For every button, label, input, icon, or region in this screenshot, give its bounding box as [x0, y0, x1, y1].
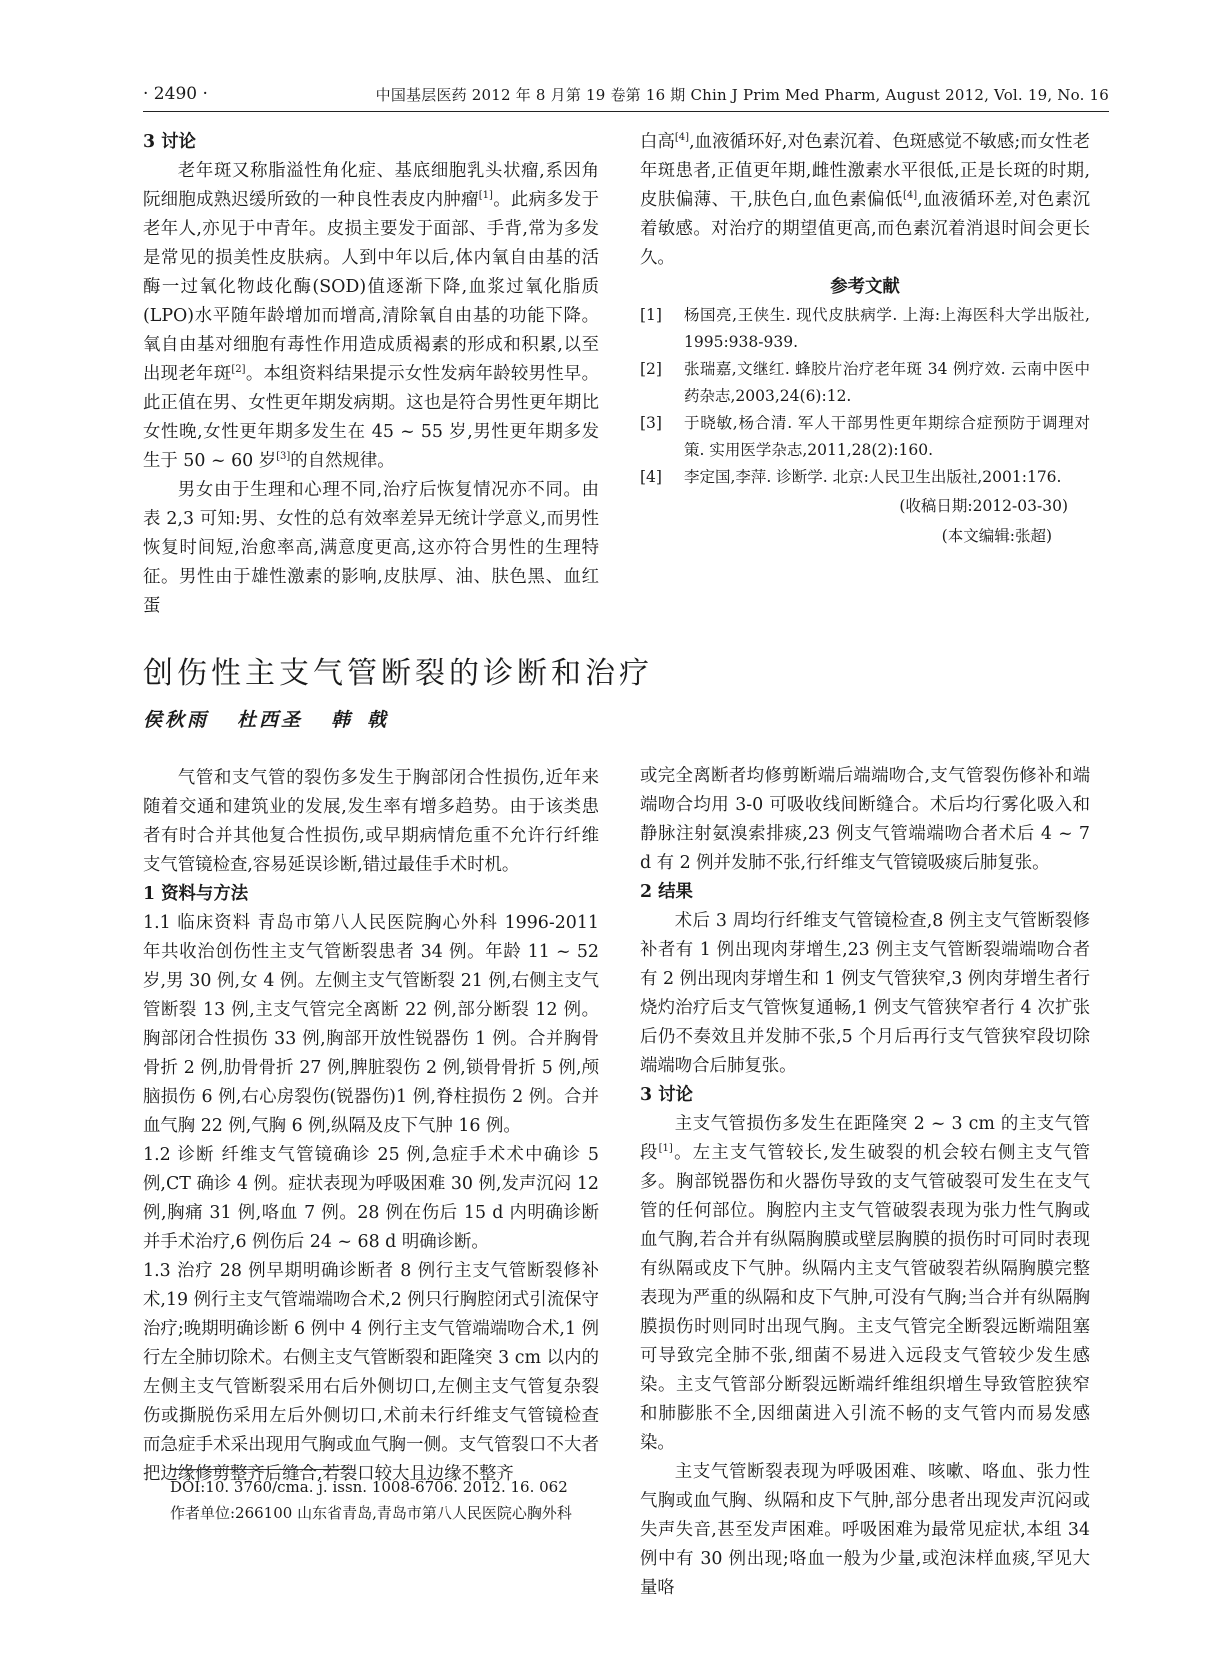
reference-text: 李定国,李萍. 诊断学. 北京:人民卫生出版社,2001:176. — [684, 468, 1062, 486]
citation-marker: [1] — [478, 190, 493, 202]
article-right-column — [640, 762, 1090, 1603]
section-heading: 3 讨论 — [640, 1085, 693, 1105]
reference-item — [640, 410, 1090, 464]
citation-marker: [3] — [276, 451, 291, 463]
reference-item — [640, 302, 1090, 356]
doi-footnote: DOI:10. 3760/cma. j. issn. 1008-6706. 2012. 16. 062 — [170, 1478, 568, 1496]
paragraph: 气管和支气管的裂伤多发生于胸部闭合性损伤,近年来随着交通和建筑业的发展,发生率有增多趋势。由于该类患者有时合并其他复合性损伤,或早期病情危重不允许行纤维支气管镜检查,容易延误诊断,错过最佳手术时机。 — [143, 768, 599, 875]
citation-marker: [1] — [658, 1143, 673, 1155]
page-number: · 2490 · — [143, 84, 208, 104]
author-list — [143, 705, 417, 732]
subsection-paragraph: 1.3 治疗 28 例早期明确诊断者 8 例行主支气管断裂修补术,19 例行主支气管端端吻合术,2 例只行胸腔闭式引流保守治疗;晚期明确诊断 6 例中 4 例行主支气管端端吻合术,1 例行左全肺切除术。右侧主支气管断裂和距隆突 3 cm 以内的左侧主支气管断裂采用右后外侧切口,左侧主支气管复杂裂伤或撕脱伤采用左后外侧切口,术前未行纤维支气管镜检查而急症手术采出现用气胸或血气胸一侧。支气管裂口不大者把边缘修剪整齐后缝合,若裂口较大且边缘不整齐 — [143, 1261, 599, 1484]
reference-number: [4] — [640, 468, 662, 486]
article-title: 创伤性主支气管断裂的诊断和治疗 — [143, 656, 653, 692]
reference-text: 杨国亮,王侠生. 现代皮肤病学. 上海:上海医科大学出版社, 1995:938-939. — [684, 306, 1090, 351]
article-left-column — [143, 764, 599, 1489]
author: 杜西圣 — [237, 709, 304, 731]
citation-marker: [4] — [902, 190, 918, 202]
reference-item — [640, 356, 1090, 410]
journal-running-header: 中国基层医药 2012 年 8 月第 19 卷第 16 期 Chin J Prim Med Pharm, August 2012, Vol. 19, No. 16 — [375, 86, 1109, 104]
paragraph: 白高[4],血液循环好,对色素沉着、色斑感觉不敏感;而女性老年斑患者,正值更年期,雌性激素水平很低,正是长斑的时期,皮肤偏薄、干,肤色白,血色素偏低[4],血液循环差,对色素沉着敏感。对治疗的期望值更高,而色素沉着消退时间会更长久。 — [640, 132, 1090, 268]
paragraph: 主支气管损伤多发生在距隆突 2 ~ 3 cm 的主支气管段[1]。左主支气管较长,发生破裂的机会较右侧主支气管多。胸部锐器伤和火器伤导致的支气管破裂可发生在支气管的任何部位。胸腔内主支气管破裂表现为张力性气胸或血气胸,若合并有纵隔胸膜或壁层胸膜的损伤时可同时表现有纵隔或皮下气肿。纵隔内主支气管破裂若纵隔胸膜完整表现为严重的纵隔和皮下气肿,可没有气胸;当合并有纵隔胸膜损伤时则同时出现气胸。主支气管完全断裂远断端阻塞可导致完全肺不张,细菌不易进入远段支气管较少发生感染。主支气管部分断裂远断端纤维组织增生导致管腔狭窄和肺膨胀不全,因细菌进入引流不畅的支气管内而易发感染。 — [640, 1114, 1090, 1453]
subsection-paragraph: 1.2 诊断 纤维支气管镜确诊 25 例,急症手术术中确诊 5 例,CT 确诊 4 例。症状表现为呼吸困难 30 例,发声沉闷 12 例,胸痛 31 例,咯血 7 例。28 例在伤后 15 d 内明确诊断并手术治疗,6 例伤后 24 ~ 68 d 明确诊断。 — [143, 1145, 599, 1252]
paragraph: 术后 3 周均行纤维支气管镜检查,8 例主支气管断裂修补者有 1 例出现肉芽增生,23 例主支气管断裂端端吻合者有 2 例出现肉芽增生和 1 例支气管狭窄,3 例肉芽增生者行烧灼治疗后支气管恢复通畅,1 例支气管狭窄者行 4 次扩张后仍不奏效且并发肺不张,5 个月后再行支气管狭窄段切除端端吻合后肺复张。 — [640, 911, 1090, 1076]
prev-right-column — [640, 128, 1090, 551]
paragraph: 或完全离断者均修剪断端后端端吻合,支气管裂伤修补和端端吻合均用 3-0 可吸收线间断缝合。术后均行雾化吸入和静脉注射氨溴索排痰,23 例支气管端端吻合者术后 4 ~ 7 d 有 2 例并发肺不张,行纤维支气管镜吸痰后肺复张。 — [640, 766, 1090, 873]
references-title: 参考文献 — [830, 277, 900, 297]
citation-marker: [4] — [674, 132, 690, 144]
citation-marker: [2] — [231, 364, 246, 376]
author: 韩 — [331, 709, 354, 731]
reference-text: 张瑞嘉,文继红. 蜂胶片治疗老年斑 34 例疗效. 云南中医中药杂志,2003,24(6):12. — [684, 360, 1090, 405]
reference-text: 于晓敏,杨合清. 军人干部男性更年期综合症预防于调理对策. 实用医学杂志,2011,28(2):160. — [684, 414, 1090, 459]
reference-number: [3] — [640, 414, 662, 432]
section-heading: 3 讨论 — [143, 132, 196, 152]
prev-left-column — [143, 128, 599, 621]
reference-list — [640, 302, 1090, 491]
affiliation-footnote: 作者单位:266100 山东省青岛,青岛市第八人民医院心胸外科 — [170, 1504, 572, 1522]
paragraph: 男女由于生理和心理不同,治疗后恢复情况亦不同。由表 2,3 可知:男、女性的总有效率差异无统计学意义,而男性恢复时间短,治愈率高,满意度更高,这亦符合男性的生理特征。男性由于雄性激素的影响,皮肤厚、油、肤色黑、血红蛋 — [143, 480, 599, 616]
reference-number: [2] — [640, 360, 662, 378]
paragraph: 老年斑又称脂溢性角化症、基底细胞乳头状瘤,系因角阮细胞成熟迟缓所致的一种良性表皮内肿瘤[1]。此病多发于老年人,亦见于中青年。皮损主要发于面部、手背,常为多发是常见的损美性皮肤病。人到中年以后,体内氧自由基的活酶一过氧化物歧化酶(SOD)值逐渐下降,血浆过氧化脂质(LPO)水平随年龄增加而增高,清除氧自由基的功能下降。氧自由基对细胞有毒性作用造成质褐素的形成和积累,以至出现老年斑[2]。本组资料结果提示女性发病年龄较男性早。此正值在男、女性更年期发病期。这也是符合男性更年期比女性晚,女性更年期多发生在 45 ~ 55 岁,男性更年期多发生于 50 ~ 60 岁[3]的自然规律。 — [143, 161, 599, 471]
section-heading: 2 结果 — [640, 882, 693, 902]
author: 侯秋雨 — [143, 709, 210, 731]
reference-item — [640, 464, 1090, 491]
editor-credit: (本文编辑:张超) — [941, 527, 1052, 545]
section-heading: 1 资料与方法 — [143, 884, 249, 904]
footnote-rule — [170, 1469, 355, 1470]
author: 戟 — [367, 709, 390, 731]
received-date: (收稿日期:2012-03-30) — [899, 497, 1068, 515]
paragraph: 主支气管断裂表现为呼吸困难、咳嗽、咯血、张力性气胸或血气胸、纵隔和皮下气肿,部分患者出现发声沉闷或失声失音,甚至发声困难。呼吸困难为最常见症状,本组 34 例中有 30 例出现;咯血一般为少量,或泡沫样血痰,罕见大量咯 — [640, 1462, 1090, 1598]
subsection-paragraph: 1.1 临床资料 青岛市第八人民医院胸心外科 1996-2011 年共收治创伤性主支气管断裂患者 34 例。年龄 11 ~ 52 岁,男 30 例,女 4 例。左侧主支气管断裂 21 例,右侧主支气管断裂 13 例,主支气管完全离断 22 例,部分断裂 12 例。胸部闭合性损伤 33 例,胸部开放性锐器伤 1 例。合并胸骨骨折 2 例,肋骨骨折 27 例,脾脏裂伤 2 例,锁骨骨折 5 例,颅脑损伤 6 例,右心房裂伤(锐器伤)1 例,脊柱损伤 2 例。合并血气胸 22 例,气胸 6 例,纵隔及皮下气肿 16 例。 — [143, 913, 599, 1136]
reference-number: [1] — [640, 306, 662, 324]
header-rule — [143, 111, 1109, 112]
